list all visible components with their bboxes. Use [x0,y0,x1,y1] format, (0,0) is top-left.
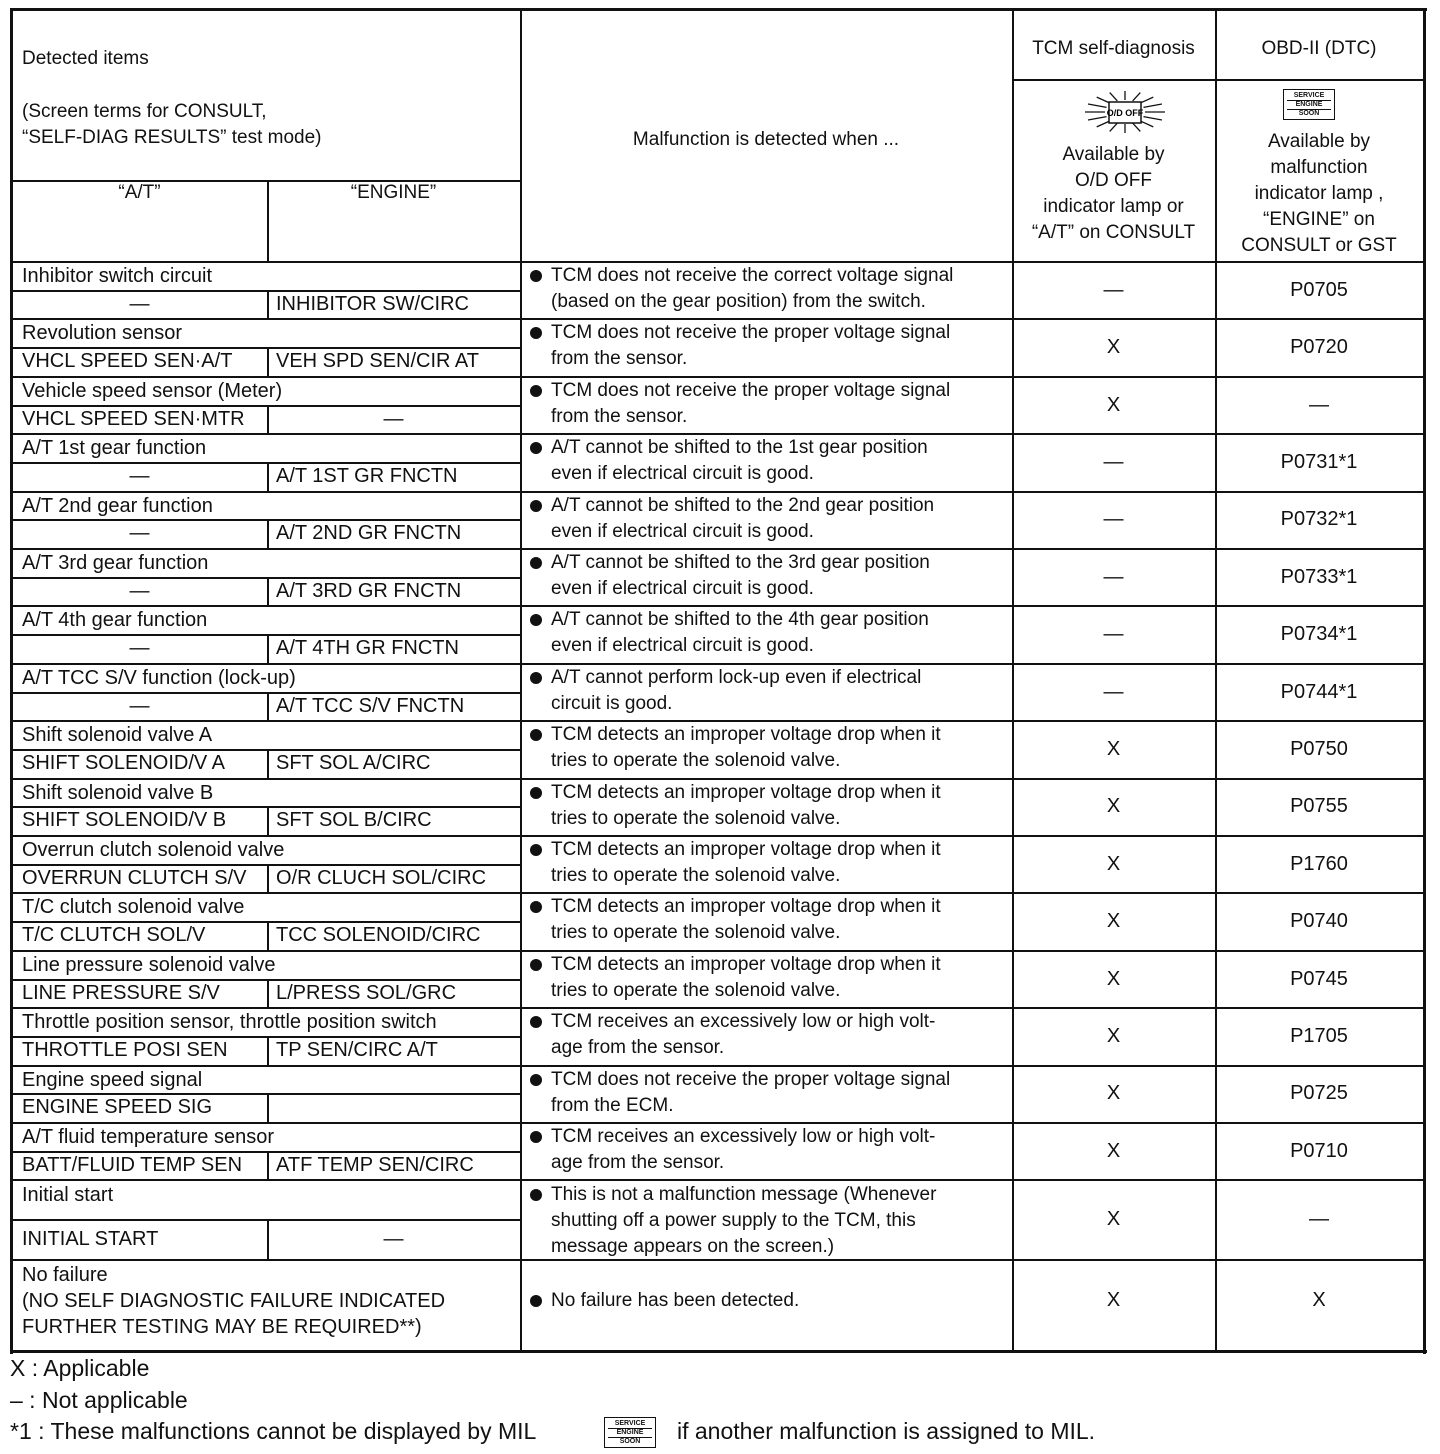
tcm-availability: X [1106,1208,1121,1231]
obd-dtc-code: P1760 [1290,852,1348,875]
bullet-icon [530,385,542,397]
subrow-divider [267,634,269,663]
obd-dtc-code: P0740 [1290,910,1348,933]
tcm-availability: X [1106,336,1121,359]
subrow-divider [267,692,269,721]
service-engine-soon-icon [1283,89,1335,120]
detected-item-name: Engine speed signal [22,1068,203,1091]
no-failure-text: No failure [22,1264,108,1286]
screen-terms-line2: “SELF-DIAG RESULTS” test mode) [22,127,322,148]
at-screen-term: THROTTLE POSI SEN [22,1038,228,1061]
header-rule-tcm-obd [1012,79,1423,81]
malfunction-condition: from the sensor. [551,405,688,427]
obd-availability-text: CONSULT or GST [1241,235,1397,256]
at-screen-term: BATT/FLUID TEMP SEN [22,1153,243,1176]
malfunction-condition: TCM does not receive the proper voltage signal [551,322,951,344]
at-screen-term: SHIFT SOLENOID/V A [22,751,226,774]
at-screen-term: ENGINE SPEED SIG [22,1096,213,1119]
tcm-availability-text: “A/T” on CONSULT [1031,222,1196,243]
subrow-divider [267,462,269,491]
footnote-mil-suffix: if another malfunction is assigned to MIL. [677,1418,1096,1444]
subrow-divider [267,864,269,893]
detected-item-name: Revolution sensor [22,322,183,345]
obd-dtc-code: P0733*1 [1280,565,1358,588]
service-engine-soon-label: SOON [619,1438,641,1445]
malfunction-condition: TCM detects an improper voltage drop when it [551,896,941,918]
subrow-divider [267,749,269,778]
subrow-rule [12,1219,520,1221]
malfunction-condition: TCM receives an excessively low or high volt- [551,1126,936,1147]
obd-dtc-code: P0734*1 [1280,623,1358,646]
at-screen-term: VHCL SPEED SEN·A/T [22,350,233,373]
obd-dtc-code: X [1312,1289,1326,1311]
detected-item-name: A/T TCC S/V function (lock-up) [22,666,296,689]
tcm-availability: X [1106,1024,1121,1047]
engine-screen-term: A/T 2ND GR FNCTN [276,522,462,545]
at-screen-term: SHIFT SOLENOID/V B [22,809,227,832]
bullet-icon [530,557,542,569]
tcm-availability: X [1106,1139,1121,1162]
obd-availability-text: malfunction [1270,157,1368,178]
malfunction-condition: TCM detects an improper voltage drop when it [551,839,941,860]
bullet-icon [530,1295,542,1307]
legend-not-applicable: – : Not applicable [10,1387,188,1413]
obd-dtc-code: P0750 [1290,737,1348,760]
obd-dtc-code: — [1309,1208,1329,1231]
od-off-lamp-icon [1083,90,1167,134]
at-screen-term: — [129,637,150,660]
obd-dtc-code: P0745 [1290,967,1348,990]
service-engine-soon-label: ENGINE [1287,101,1331,110]
detected-item-name: Throttle position sensor, throttle position switch [22,1011,437,1034]
malfunction-condition: shutting off a power supply to the TCM, this [551,1210,916,1232]
detected-items-heading: Detected items [22,48,149,69]
malfunction-condition: TCM detects an improper voltage drop when it [551,724,941,746]
bullet-icon [530,729,542,741]
subrow-divider [267,806,269,835]
malfunction-condition: tries to operate the solenoid valve. [551,922,841,944]
engine-screen-term: TP SEN/CIRC A/T [276,1038,438,1061]
tcm-availability: X [1106,967,1121,990]
tcm-availability: X [1106,1082,1121,1105]
malfunction-condition: even if electrical circuit is good. [551,520,814,542]
subrow-divider [267,290,269,319]
engine-screen-term: SFT SOL A/CIRC [276,751,431,774]
detected-item-name: Inhibitor switch circuit [22,265,213,287]
engine-screen-term: TCC SOLENOID/CIRC [276,924,481,947]
obd-dtc-code: P1705 [1290,1024,1348,1047]
table-border-right [1423,8,1426,1354]
engine-screen-term: — [383,1228,404,1251]
detected-item-name: A/T 4th gear function [22,609,208,632]
engine-screen-term: A/T 4TH GR FNCTN [276,637,459,660]
subrow-divider [267,921,269,950]
at-screen-term: LINE PRESSURE S/V [22,981,220,1004]
bullet-icon [530,327,542,339]
bullet-icon [530,500,542,512]
col-divider-malfunction [520,10,522,1350]
malfunction-condition: A/T cannot be shifted to the 4th gear position [551,609,929,631]
malfunction-condition: tries to operate the solenoid valve. [551,865,841,886]
bullet-icon [530,270,542,282]
engine-screen-term: VEH SPD SEN/CIR AT [276,350,480,373]
subrow-divider [267,1036,269,1065]
obd-dtc-code: P0705 [1290,278,1348,301]
malfunction-condition: No failure has been detected. [551,1290,800,1311]
obd-availability-text: “ENGINE” on [1263,209,1375,230]
tcm-availability-text: O/D OFF [1074,170,1153,191]
detected-item-name: A/T 1st gear function [22,437,207,460]
at-screen-term: — [129,694,150,717]
od-off-icon-label: O/D OFF [1106,108,1144,118]
subrow-divider [267,577,269,606]
engine-screen-term: A/T 1ST GR FNCTN [276,464,458,487]
malfunction-condition: from the ECM. [551,1094,674,1116]
malfunction-condition: A/T cannot be shifted to the 3rd gear position [551,552,930,573]
detected-item-name: T/C clutch solenoid valve [22,896,245,919]
obd-dtc-code: P0755 [1290,795,1348,818]
engine-screen-term: ATF TEMP SEN/CIRC [276,1153,474,1176]
at-screen-term: — [129,522,150,545]
detected-item-name: A/T 2nd gear function [22,494,213,517]
malfunction-condition: even if electrical circuit is good. [551,463,814,485]
detected-item-name: A/T 3rd gear function [22,552,209,574]
malfunction-condition: TCM does not receive the proper voltage signal [551,1068,951,1090]
at-screen-term: OVERRUN CLUTCH S/V [22,866,247,889]
detected-item-name: A/T fluid temperature sensor [22,1126,274,1148]
service-engine-soon-label: ENGINE [608,1429,652,1438]
bullet-icon [530,614,542,626]
obd-dtc-code: P0720 [1290,336,1348,359]
malfunction-condition: tries to operate the solenoid valve. [551,979,841,1001]
malfunction-condition: tries to operate the solenoid valve. [551,750,841,772]
bullet-icon [530,787,542,799]
obd-availability-text: Available by [1267,131,1371,152]
col-engine-heading: “ENGINE” [350,182,437,203]
malfunction-condition: TCM detects an improper voltage drop when it [551,953,941,975]
bullet-icon [530,959,542,971]
table-border-bottom [10,1350,1427,1353]
engine-screen-term: — [383,407,404,430]
no-failure-text: FURTHER TESTING MAY BE REQUIRED**) [22,1316,422,1338]
engine-screen-term: A/T TCC S/V FNCTN [276,694,465,717]
service-engine-soon-label: SERVICE [608,1420,652,1429]
malfunction-condition: tries to operate the solenoid valve. [551,807,841,829]
malfunction-condition: TCM detects an improper voltage drop when it [551,781,941,803]
obd-dtc-code: P0731*1 [1280,450,1358,473]
malfunction-condition: age from the sensor. [551,1037,725,1059]
bullet-icon [530,1074,542,1086]
engine-screen-term: L/PRESS SOL/GRC [276,981,457,1004]
screen-terms-line1: (Screen terms for CONSULT, [22,101,267,122]
obd-dtc-code: — [1309,393,1329,416]
service-engine-soon-label: SOON [1298,110,1320,117]
obd-dtc-code: P0710 [1290,1139,1348,1162]
engine-screen-term: O/R CLUCH SOL/CIRC [276,866,487,889]
footnote-mil: *1 : These malfunctions cannot be displayed by MIL [10,1418,537,1444]
tcm-availability: X [1106,737,1121,760]
service-engine-soon-label: SERVICE [1287,92,1331,101]
malfunction-condition: from the sensor. [551,348,688,370]
engine-screen-term: INHIBITOR SW/CIRC [276,292,469,315]
malfunction-condition: A/T cannot be shifted to the 1st gear position [551,437,928,459]
at-screen-term: — [129,292,150,315]
subrow-divider [267,979,269,1008]
tcm-availability: X [1106,795,1121,818]
tcm-availability: — [1103,565,1124,588]
engine-screen-term: A/T 3RD GR FNCTN [276,579,462,602]
obd-dtc-code: P0744*1 [1280,680,1358,703]
col-at-heading: “A/T” [118,182,161,203]
tcm-availability: X [1106,852,1121,875]
tcm-availability: X [1106,1289,1121,1311]
detected-item-name: Initial start [22,1184,114,1207]
tcm-availability: — [1103,450,1124,473]
at-screen-term: INITIAL START [22,1228,159,1251]
bullet-icon [530,1016,542,1028]
obd-dtc-code: P0725 [1290,1082,1348,1105]
detected-item-name: Line pressure solenoid valve [22,953,276,976]
at-screen-term: VHCL SPEED SEN·MTR [22,407,245,430]
tcm-heading: TCM self-diagnosis [1032,38,1195,59]
tcm-availability: — [1103,278,1124,301]
no-failure-text: (NO SELF DIAGNOSTIC FAILURE INDICATED [22,1290,446,1312]
bullet-icon [530,672,542,684]
malfunction-condition: A/T cannot be shifted to the 2nd gear position [551,494,935,516]
subrow-divider [267,1093,269,1122]
at-screen-term: T/C CLUTCH SOL/V [22,924,206,947]
tcm-availability: X [1106,393,1121,416]
legend-applicable: X : Applicable [10,1355,150,1381]
malfunction-condition: even if electrical circuit is good. [551,635,814,657]
malfunction-condition: (based on the gear position) from the switch. [551,291,926,312]
malfunction-condition: even if electrical circuit is good. [551,578,814,599]
bullet-icon [530,442,542,454]
tcm-availability: — [1103,508,1124,531]
malfunction-condition: message appears on the screen.) [551,1236,835,1258]
subrow-divider [267,1151,269,1180]
subrow-divider [267,519,269,548]
row-rule [12,1179,1423,1181]
obd-dtc-code: P0732*1 [1280,508,1358,531]
bullet-icon [530,1189,542,1201]
detected-item-name: Shift solenoid valve A [22,724,213,747]
detected-item-name: Vehicle speed sensor (Meter) [22,379,283,402]
obd-heading: OBD-II (DTC) [1261,38,1377,59]
detected-item-name: Shift solenoid valve B [22,781,214,804]
at-screen-term: — [129,464,150,487]
tcm-availability: X [1106,910,1121,933]
malfunction-condition: TCM does not receive the correct voltage signal [551,265,954,286]
at-screen-term: — [129,579,150,602]
malfunction-condition: age from the sensor. [551,1152,725,1173]
engine-screen-term: SFT SOL B/CIRC [276,809,432,832]
detected-item-name: Overrun clutch solenoid valve [22,839,285,861]
service-engine-soon-icon-footnote [604,1417,656,1448]
subrow-divider [267,347,269,376]
malfunction-condition: This is not a malfunction message (Whenever [551,1184,937,1206]
tcm-availability: — [1103,623,1124,646]
tcm-availability: — [1103,680,1124,703]
malfunction-condition: TCM does not receive the proper voltage signal [551,379,951,401]
bullet-icon [530,901,542,913]
obd-availability-text: indicator lamp , [1254,183,1384,204]
malfunction-condition: A/T cannot perform lock-up even if electrical [551,666,922,688]
bullet-icon [530,1131,542,1143]
bullet-icon [530,844,542,856]
tcm-availability-text: indicator lamp or [1043,196,1184,217]
tcm-availability-text: Available by [1062,144,1165,165]
malfunction-heading: Malfunction is detected when ... [632,129,900,150]
malfunction-condition: circuit is good. [551,692,673,714]
malfunction-condition: TCM receives an excessively low or high volt- [551,1011,936,1033]
